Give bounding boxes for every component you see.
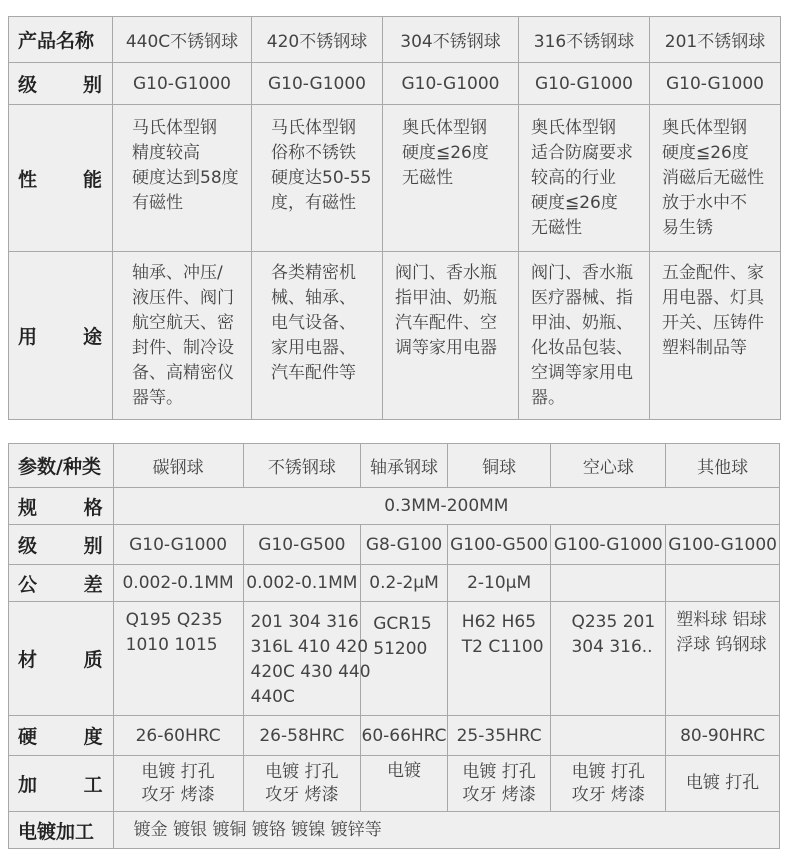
table-cell: G10-G1000 (252, 63, 383, 105)
table-cell: 0.3MM-200MM (113, 488, 779, 525)
table-cell: 轴承、冲压/ 液压件、阀门 航空航天、密 封件、制冷设 备、高精密仪 器等。 (113, 252, 252, 420)
table-cell: G10-G1000 (383, 63, 519, 105)
table-cell: 电镀 打孔 攻牙 烤漆 (447, 756, 551, 812)
ball-parameters-table (8, 443, 780, 849)
table-cell: G10-G1000 (519, 63, 650, 105)
table-row (9, 756, 780, 812)
table-cell: 阀门、香水瓶 指甲油、奶瓶 汽车配件、空 调等家用电器 (383, 252, 519, 420)
table-cell: H62 H65 T2 C1100 (447, 602, 551, 716)
table-cell: 电镀 打孔 (666, 756, 780, 812)
row-label-grade: 级 别 (9, 63, 113, 105)
header-parameters: 参数/种类 (9, 444, 114, 488)
table-cell: GCR15 51200 (361, 602, 448, 716)
table-cell: 奥氏体型钢 硬度≦26度 无磁性 (383, 105, 519, 252)
stainless-steel-ball-table (8, 16, 781, 420)
column-header: 304不锈钢球 (383, 17, 519, 63)
row-label-hardness: 硬 度 (9, 716, 114, 756)
column-header: 201不锈钢球 (650, 17, 781, 63)
row-label-tolerance: 公 差 (9, 565, 114, 602)
table-cell: 26-58HRC (243, 716, 361, 756)
table-cell: Q195 Q235 1010 1015 (113, 602, 243, 716)
table-row (9, 444, 780, 488)
table-cell: G10-G1000 (113, 63, 252, 105)
column-header: 空心球 (551, 444, 666, 488)
row-label-material: 材 质 (9, 602, 114, 716)
row-label-usage: 用 途 (9, 252, 113, 420)
table-cell: 五金配件、家 用电器、灯具 开关、压铸件 塑料制品等 (650, 252, 781, 420)
row-label-plating: 电镀加工 (9, 812, 114, 849)
table-cell (666, 565, 780, 602)
table-row (9, 602, 780, 716)
table-row (9, 565, 780, 602)
row-label-spec: 规 格 (9, 488, 114, 525)
table-cell: G10-G1000 (113, 525, 243, 565)
table-cell: G10-G1000 (650, 63, 781, 105)
table-cell: G8-G100 (361, 525, 448, 565)
table-row (9, 525, 780, 565)
table-cell (551, 565, 666, 602)
table-cell: 奥氏体型钢 适合防腐要求 较高的行业 硬度≦26度 无磁性 (519, 105, 650, 252)
column-header: 其他球 (666, 444, 780, 488)
table-row (9, 488, 780, 525)
row-label-performance: 性 能 (9, 105, 113, 252)
table-cell: G10-G500 (243, 525, 361, 565)
table-cell: G100-G500 (447, 525, 551, 565)
table-cell: 26-60HRC (113, 716, 243, 756)
row-label-processing: 加 工 (9, 756, 114, 812)
table-row (9, 252, 781, 420)
table-cell: 0.002-0.1MM (243, 565, 361, 602)
table-cell: 奥氏体型钢 硬度≦26度 消磁后无磁性 放于水中不 易生锈 (650, 105, 781, 252)
table-cell: 60-66HRC (361, 716, 448, 756)
column-header: 碳钢球 (113, 444, 243, 488)
table-row (9, 17, 781, 63)
column-header: 不锈钢球 (243, 444, 361, 488)
table-cell: 80-90HRC (666, 716, 780, 756)
table-cell: G100-G1000 (551, 525, 666, 565)
column-header: 420不锈钢球 (252, 17, 383, 63)
column-header: 铜球 (447, 444, 551, 488)
column-header: 316不锈钢球 (519, 17, 650, 63)
column-header: 440C不锈钢球 (113, 17, 252, 63)
table-row (9, 63, 781, 105)
table-cell: 各类精密机 械、轴承、 电气设备、 家用电器、 汽车配件等 (252, 252, 383, 420)
table-cell: 201 304 316 316L 410 420 420C 430 440 440C (243, 602, 361, 716)
table-cell: 电镀 打孔 攻牙 烤漆 (113, 756, 243, 812)
table-cell: 阀门、香水瓶 医疗器械、指 甲油、奶瓶、 化妆品包装、 空调等家用电 器。 (519, 252, 650, 420)
table-cell: 电镀 (361, 756, 448, 812)
table-cell: 塑料球 铝球 浮球 钨钢球 (666, 602, 780, 716)
table-cell: 25-35HRC (447, 716, 551, 756)
table-cell: G100-G1000 (666, 525, 780, 565)
table-cell: 0.2-2μM (361, 565, 448, 602)
table-row (9, 812, 780, 849)
table-cell: 电镀 打孔 攻牙 烤漆 (551, 756, 666, 812)
table-cell: 马氏体型钢 精度较高 硬度达到58度 有磁性 (113, 105, 252, 252)
table-row (9, 105, 781, 252)
header-product-name: 产品名称 (9, 17, 113, 63)
table-cell: Q235 201 304 316.. (551, 602, 666, 716)
column-header: 轴承钢球 (361, 444, 448, 488)
row-label-grade: 级 别 (9, 525, 114, 565)
table-cell: 电镀 打孔 攻牙 烤漆 (243, 756, 361, 812)
table-cell: 2-10μM (447, 565, 551, 602)
table-cell (551, 716, 666, 756)
table-row (9, 716, 780, 756)
table-cell: 镀金 镀银 镀铜 镀铬 镀镍 镀锌等 (113, 812, 779, 849)
table-cell: 0.002-0.1MM (113, 565, 243, 602)
table-cell: 马氏体型钢 俗称不锈铁 硬度达50-55 度，有磁性 (252, 105, 383, 252)
